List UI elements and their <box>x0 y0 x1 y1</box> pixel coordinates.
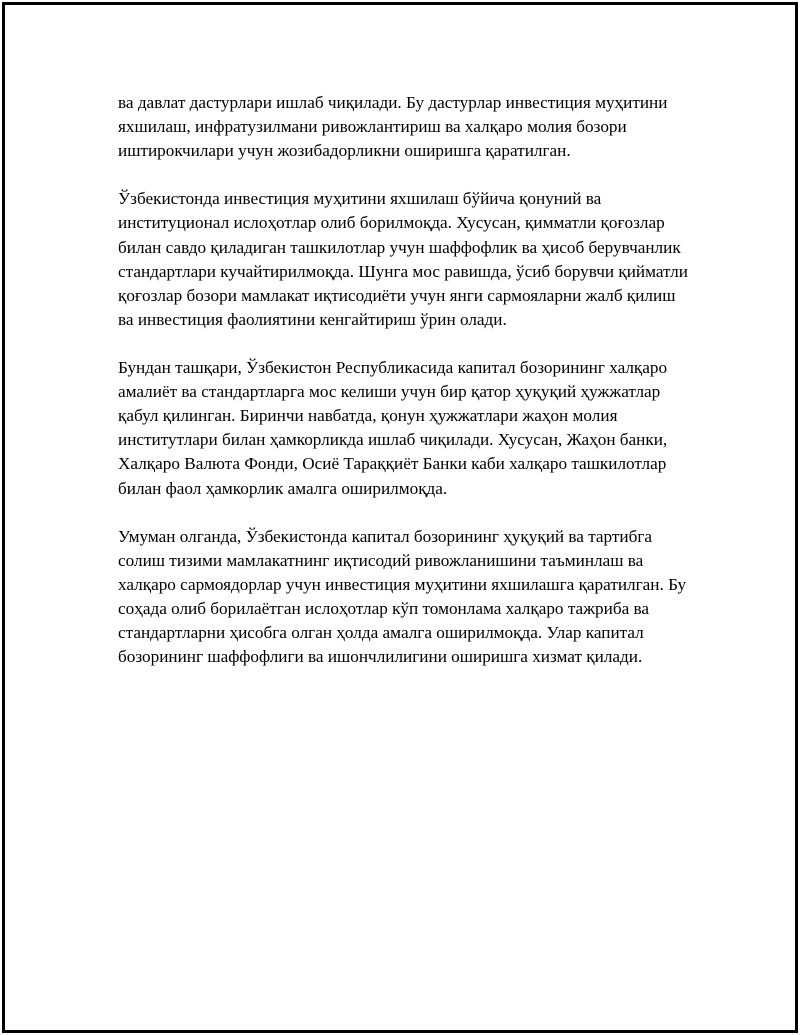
paragraph-1: ва давлат дастурлари ишлаб чиқилади. Бу дастурлар инвестиция муҳитини яхшилаш, инфратузилмани ривожлантириш ва халқаро молия бозори иштирокчилари учун жозибадорликни оширишга қаратилган. <box>118 93 668 161</box>
paragraph-3: Бундан ташқари, Ўзбекистон Республикасида капитал бозорининг халқаро амалиёт ва стандартларга мос келиши учун бир қатор ҳуқуқий ҳужжатлар қабул қилинган. Биринчи навбатда, қонун ҳужжатлари жаҳон молия институтлари билан ҳамкорликда ишлаб чиқилади. Хусусан, Жаҳон банки, Халқаро Валюта Фонди, Осиё Тараққиёт Банки каби халқаро ташкилотлар билан фаол ҳамкорлик амалга оширилмоқда. <box>118 358 668 498</box>
paragraph-4: Умуман олганда, Ўзбекистонда капитал бозорининг ҳуқуқий ва тартибга солиш тизими мамлакатнинг иқтисодий ривожланишини таъминлаш ва халқаро сармоядорлар учун инвестиция муҳитини яхшилашга қаратилган. Бу соҳада олиб борилаётган ислоҳотлар кўп томонлама халқаро тажриба ва стандартларни ҳисобга олган ҳолда амалга оширилмоқда. Улар капитал бозорининг шаффофлиги ва ишончлилигини оширишга хизмат қилади. <box>118 526 687 667</box>
paragraph-2: Ўзбекистонда инвестиция муҳитини яхшилаш бўйича қонуний ва институционал ислоҳотлар олиб борилмоқда. Хусусан, қимматли қоғозлар билан савдо қиладиган ташкилотлар учун шаффофлик ва ҳисоб берувчанлик стандартлари кучайтирилмоқда. Шунга мос равишда, ўсиб борувчи қийматли қоғозлар бозори мамлакат иқтисодиёти учун янги сармояларни жалб қилиш ва инвестиция фаолиятини кенгайтириш ўрин олади. <box>118 189 688 329</box>
document-body <box>118 91 688 669</box>
